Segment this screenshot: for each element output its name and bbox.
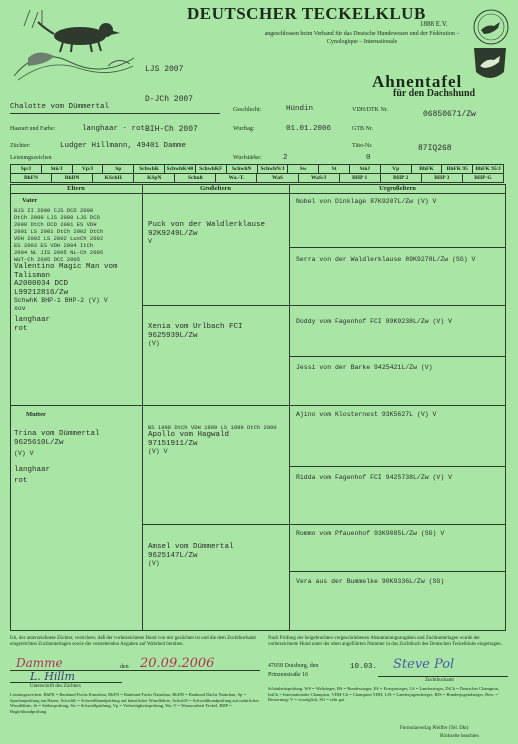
perf-cell: SchwhK xyxy=(134,165,165,174)
dachshund-hunting-illustration xyxy=(8,6,138,84)
perf-cell: KSpN xyxy=(134,174,175,183)
perf-cell: BHP 2 xyxy=(380,174,421,183)
perf-cell: WaS/J xyxy=(298,174,339,183)
divider-ggp-2 xyxy=(289,356,506,357)
grandparent-titles: BS 1998 DtCh VDH 1999 LS 1999 DtCh 2000 xyxy=(148,424,277,431)
registrar-declaration: Nach Prüfung der beigebrachten vorgeschriebenen Abstammungsangaben und Zuchtunterlagen wurde der vorbezeichnete Hund unter der oben angeführten Nummer in das Zuchtbuch des Deutschen Teckelklubs eingetragen. xyxy=(268,636,502,647)
divider-gp-2 xyxy=(142,524,506,525)
tattoo-value: 87IQ268 xyxy=(418,144,452,153)
registrar-signature: Steve Pol xyxy=(393,657,455,672)
perf-cell: Sw xyxy=(288,165,319,174)
breeder-declaration: Ich, der unterzeichnete Züchter, versichere, daß der vorbezeichnete Hund von mir gezüchtet ist und die dem Zuchtbuchamt eingereichten Zuchtunterlagen sowie die vorstehenden Angaben auf Wahrheit beruhen. xyxy=(10,636,256,647)
perf-cell: BHP 3 xyxy=(421,174,462,183)
document-title: Ahnentafel xyxy=(372,72,463,91)
club-title: DEUTSCHER TECKELKLUB xyxy=(187,4,426,23)
dam-coat: langhaar xyxy=(14,465,51,474)
date-label: den xyxy=(120,664,129,670)
sire-name: Valentino Magic Man vom Talisman xyxy=(14,263,118,280)
dam-rating: (V) V xyxy=(14,450,34,457)
award-line: BIH-Ch 2007 xyxy=(145,125,198,134)
registrar-date: 10.03. xyxy=(350,663,378,671)
grandparent-3 xyxy=(148,424,286,456)
sire-color: rot xyxy=(14,324,28,333)
grandparent-name: Apollo vom Hagwald xyxy=(148,431,230,439)
perf-cell: SchwhKF xyxy=(195,165,226,174)
divider-col2 xyxy=(289,184,290,631)
performance-label: Leistungszeichen xyxy=(10,155,52,161)
breeder-value: Ludger Hillmann, 49401 Damme xyxy=(60,142,187,150)
dam-color: rot xyxy=(14,477,28,485)
sex-value: Hündin xyxy=(286,105,314,113)
vdh-label: VDH/DTK Nr. xyxy=(352,107,388,113)
perf-cell: BHP 1 xyxy=(339,174,380,183)
grandparent-2 xyxy=(148,323,286,348)
coat-value: langhaar - rot xyxy=(82,125,146,133)
coat-label: Haarart und Farbe: xyxy=(10,126,56,132)
divider-sire-dam xyxy=(10,405,506,406)
registrar-label: Zuchtbuchamt xyxy=(425,678,454,683)
litter-label: Wurfstärke: xyxy=(233,155,262,161)
great-grandparent-6: Ridda vom Fagenhof FCI 9425738L/Zw (V) V xyxy=(296,474,453,481)
printer-note: Formularverlag Pfeiffer (Tel. Dkt) xyxy=(400,726,469,731)
registrar-underline xyxy=(378,676,508,677)
perf-cell: SchwhN/J xyxy=(257,165,288,174)
perf-cell: BhFK 95/J xyxy=(473,165,504,174)
grandparent-name: Xenia vom Urlbach FCI xyxy=(148,323,243,331)
grandparent-reg: 9625147L/Zw xyxy=(148,551,198,560)
sire-reg: A2000034 DCD xyxy=(14,280,69,288)
divider-ggp-1 xyxy=(289,247,506,248)
great-grandparent-5: Ajino vom Klosternest 93K5627L (V) V xyxy=(296,411,437,418)
sire-perf: SchwhK BHP-1 BHP-2 (V) V xyxy=(14,297,108,304)
perf-cell: Stö/J xyxy=(41,165,72,174)
sire-reg: L99212816/Zw xyxy=(14,288,69,297)
title-line: VDH 2002 LS 2002 LuxCh 2002 xyxy=(14,235,104,242)
club-founded: 1888 E.V. xyxy=(420,20,448,28)
whelp-value: 01.01.2006 xyxy=(286,125,332,133)
award-line: LJS 2007 xyxy=(145,65,184,74)
title-line: BJS II 2000 CJS DCD 2000 xyxy=(14,207,94,214)
breeder-date: 20.09.2006 xyxy=(140,656,215,671)
dam-name: Trina vom Dümmertal xyxy=(14,430,100,438)
grandparent-rating: V xyxy=(148,238,152,245)
title-line: DtCh 2000 LJS 2000 LJS DCD xyxy=(14,214,100,221)
great-grandparent-1: Nobel von Dinklage 87K9207L/Zw (V) V xyxy=(296,198,437,205)
sire-titles xyxy=(14,207,140,263)
dog-name: Chalotte vom Dümmertal xyxy=(10,103,110,111)
legend-shows: Schönheitsprüfung: WS = Weltsieger, BS = Bundessieger, ES = Europasieger, LS = Landessieger, DtCh = Deutscher Champion, IntCh = Internationaler Champion, VDH-Ch = Champion VDH, LJS = Landesjugendsieger, BJS = Bundesjugendsieger, Bew. = Bewertung: V = vorzüglich, SG = sehr gut xyxy=(268,686,500,702)
litter-males: 2 xyxy=(283,154,288,162)
club-affiliation: angeschlossen beim Verband für das Deutsche Hundewesen und der Fédération – Cynologique – Internationale xyxy=(264,31,460,45)
name-underline xyxy=(10,113,220,114)
dam-label: Mutter xyxy=(26,411,46,418)
award-line: D-JCh 2007 xyxy=(145,95,194,104)
document-subtitle: für den Dachshund xyxy=(393,88,476,99)
perf-cell: BhFK 95 xyxy=(442,165,473,174)
sire-rating: xov xyxy=(14,304,26,312)
grandparent-rating: (V) V xyxy=(148,448,168,455)
sire-coat: langhaar xyxy=(14,316,51,324)
great-grandparent-4: Jessi von der Barke 9425421L/Zw (V) xyxy=(296,364,433,371)
perf-cell: Sp xyxy=(103,165,134,174)
perf-cell: Vp xyxy=(380,165,411,174)
perf-cell: KSchH xyxy=(93,174,134,183)
grandparent-name: Puck von der Waldlerklause xyxy=(148,221,266,229)
perf-cell: StöJ xyxy=(349,165,380,174)
great-grandparent-7: Rommo vom Pfauenhof 93K9085L/Zw (SG) V xyxy=(296,530,445,537)
perf-cell: BHP-G xyxy=(462,174,503,183)
perf-cell: Vp/J xyxy=(72,165,103,174)
registrar-street: Prinzenstraße 16 xyxy=(268,672,309,678)
club-emblem xyxy=(472,8,510,46)
divider-ggp-3 xyxy=(289,466,506,467)
title-line: WUT-Ch 2005 DCC 2005 xyxy=(14,256,81,263)
perf-cell: St xyxy=(319,165,350,174)
tattoo-label: Täto-Nr. xyxy=(352,143,373,149)
dachshund-emblem xyxy=(470,42,510,86)
perf-cell: Schuß xyxy=(175,174,216,183)
grandparent-4 xyxy=(148,543,286,568)
perf-cell: BhFN xyxy=(11,174,52,183)
legend-performance: Leistungszeichen: BhFK = Bauhund Fuchs Kunstbau, BhFN = Bauhund Fuchs Naturbau, BhDN = Bauhund Dachs Naturbau, Sp = Spurlautprüfung am Hasen, SchwhK = Schweißhundprüfung auf künstlicher Wundfährte, SchwhN = Schweißhundprüfung auf natürlicher Wundfährte, St = Stöberprüfung, Sw = Schweißprüfung, Vp = Vielseitigkeitsprüfung, Wa.-T = Wasserarbeit Teckel, BHP = Begleithundprüfung xyxy=(10,692,259,714)
title-line: 2001 LS 2001 DtCh 2002 DtCh xyxy=(14,228,104,235)
perf-cell: Sp/J xyxy=(11,165,42,174)
divider-col1 xyxy=(142,184,143,631)
breeder-label: Züchter: xyxy=(10,143,31,149)
sex-label: Geschlecht: xyxy=(233,107,262,113)
litter-females: 0 xyxy=(366,154,371,162)
column-greatgrandparents: Urgroßeltern xyxy=(379,185,416,192)
sire-label: Vater xyxy=(22,197,38,204)
grandparent-reg: 9625939L/Zw xyxy=(148,331,198,340)
great-grandparent-8: Vera aus der Bummelke 90K9336L/Zw (SG) xyxy=(296,578,445,585)
breeder-signature: L. Hillm xyxy=(30,670,75,683)
grandparent-name: Amsel vom Dümmertal xyxy=(148,543,234,551)
great-grandparent-2: Serra von der Waldlerklause 89K9278L/Zw (SG) V xyxy=(296,256,476,263)
vdh-value: 06850671/Zw xyxy=(423,110,476,119)
divider-ggp-4 xyxy=(289,571,506,572)
grandparent-rating: (V) xyxy=(148,340,160,347)
breeder-place: Damme xyxy=(16,656,63,670)
perf-cell: Wa.-T. xyxy=(216,174,257,183)
column-grandparents: Großeltern xyxy=(200,185,231,192)
great-grandparent-3: Doddy vom Fagenhof FCI 89K9238L/Zw (V) V xyxy=(296,318,453,325)
grandparent-reg: 92K9249L/Zw xyxy=(148,229,198,238)
awards-list xyxy=(145,45,198,145)
performance-grid-row2 xyxy=(10,173,504,183)
whelp-label: Wurftag: xyxy=(233,126,255,132)
dam-cell xyxy=(14,411,140,486)
gtb-label: GTB Nr. xyxy=(352,126,373,132)
title-line: 2000 DtCh DCD 2001 ES VDH xyxy=(14,221,97,228)
title-line: 2004 NL JIS 2005 NL-Ch 2005 xyxy=(14,249,104,256)
grandparent-reg: 97151911/Zw xyxy=(148,439,198,448)
signature-underline xyxy=(10,682,122,683)
registrar-city: 47058 Duisburg, den xyxy=(268,663,319,669)
grandparent-rating: (V) xyxy=(148,560,160,567)
perf-cell: BhFK xyxy=(411,165,442,174)
reverse-note: Rückseite beachten xyxy=(440,734,479,739)
divider-gp-1 xyxy=(142,305,506,306)
column-parents: Eltern xyxy=(67,185,85,192)
signature-label: Unterschrift des Züchters xyxy=(30,684,81,689)
grandparent-1 xyxy=(148,221,286,246)
sire-cell xyxy=(14,197,140,333)
dam-reg: 9625610L/Zw xyxy=(14,438,64,447)
perf-cell: SchwhN xyxy=(226,165,257,174)
column-header-divider xyxy=(10,193,506,194)
title-line: ES 2003 ES VDH 2004 ItCh xyxy=(14,242,94,249)
perf-cell: WaS xyxy=(257,174,298,183)
perf-cell: BhDN xyxy=(52,174,93,183)
perf-cell: SchwhK/40 xyxy=(166,166,194,172)
